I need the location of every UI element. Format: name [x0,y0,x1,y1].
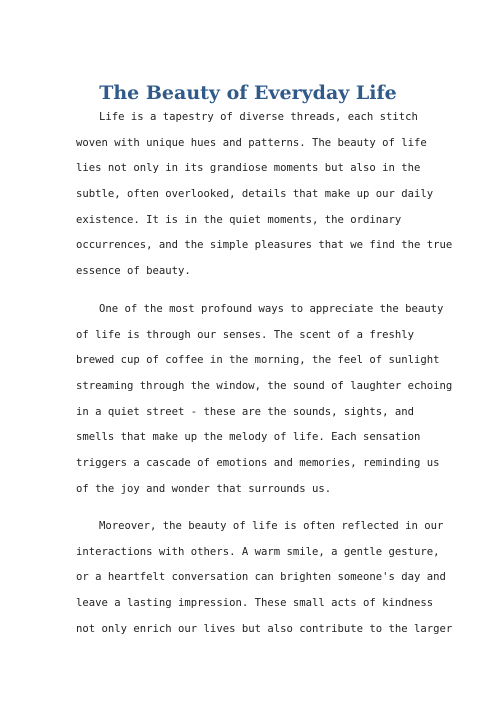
document-title: The Beauty of Everyday Life [99,82,397,104]
text-line: interactions with others. A warm smile, a gentle gesture, [76,545,440,558]
text-line: leave a lasting impression. These small acts of kindness [76,597,434,610]
text-line: existence. It is in the quiet moments, the ordinary [76,213,402,226]
text-line: streaming through the window, the sound of laughter echoing [76,380,453,393]
paragraph-1 [76,105,453,285]
text-line: not only enrich our lives but also contribute to the larger [76,622,453,635]
text-line: subtle, often overlooked, details that make up our daily [76,188,434,201]
text-line: of the joy and wonder that surrounds us. [76,482,332,495]
text-line: lies not only in its grandiose moments but also in the [76,162,421,175]
text-line: Moreover, the beauty of life is often reflected in our [99,520,444,532]
text-line: of life is through our senses. The scent of a freshly [76,328,415,341]
text-line: woven with unique hues and patterns. The beauty of life [76,136,427,149]
text-line: One of the most profound ways to appreciate the beauty [99,303,444,315]
text-line: in a quiet street - these are the sounds, sights, and [76,405,415,418]
text-line: or a heartfelt conversation can brighten someone's day and [76,571,446,584]
text-line: Life is a tapestry of diverse threads, each stitch [99,111,418,123]
text-line: essence of beauty. [76,265,191,278]
text-line: triggers a cascade of emotions and memories, reminding us [76,457,440,470]
paragraph-2 [76,297,453,503]
paragraph-3 [76,514,453,642]
text-line: occurrences, and the simple pleasures that we find the true [76,239,453,252]
text-line: smells that make up the melody of life. Each sensation [76,431,421,444]
text-line: brewed cup of coffee in the morning, the feel of sunlight [76,354,440,367]
